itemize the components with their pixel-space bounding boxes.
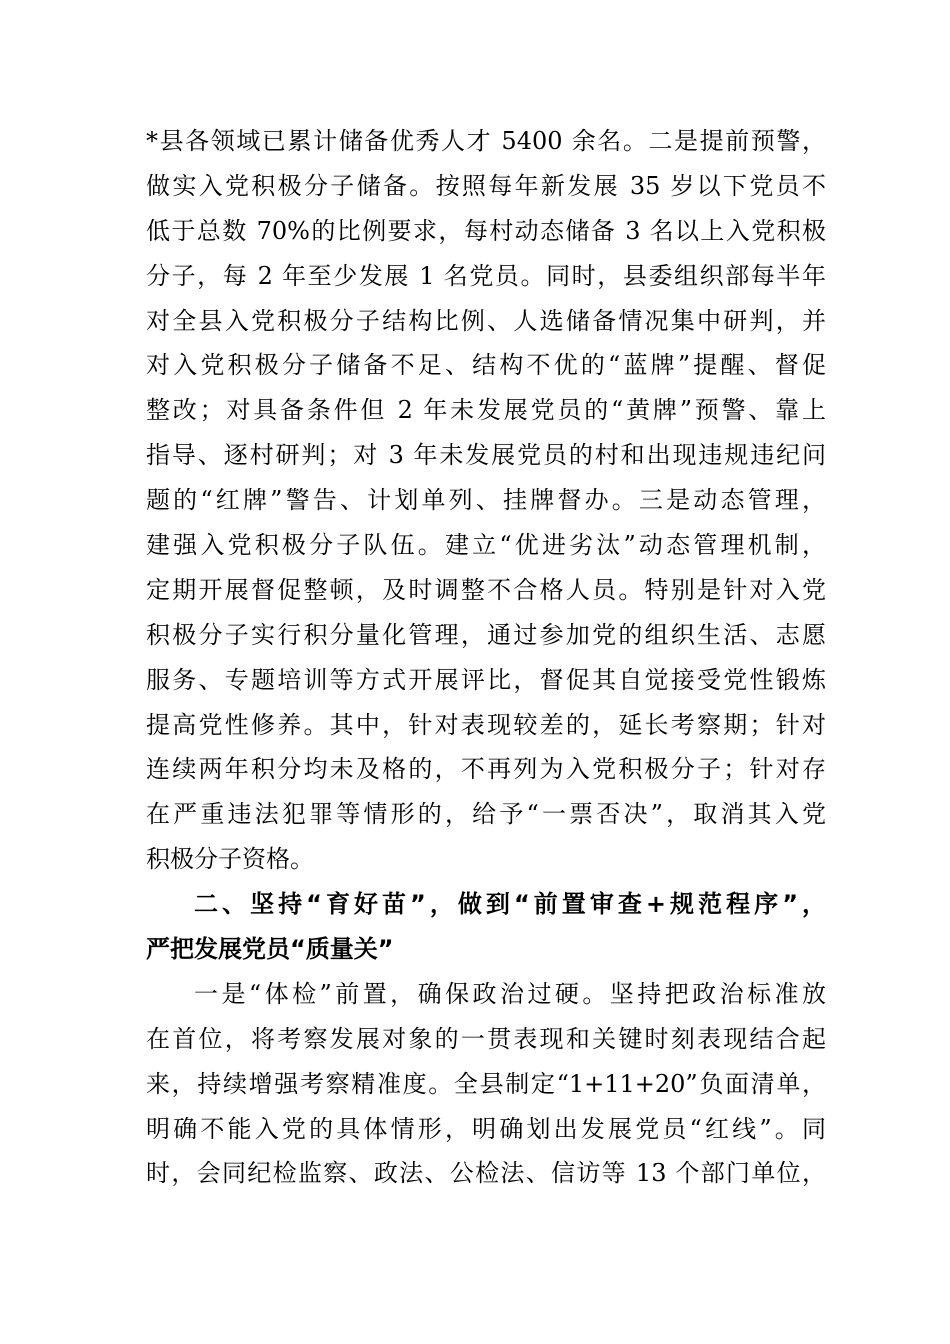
heading-line: 二、坚持“育好苗”，做到“前置审查+规范程序”，	[194, 890, 826, 919]
text-line: 整改；对具备条件但 2 年未发展党员的“黄牌”预警、靠上	[146, 396, 826, 425]
text-line: 积极分子资格。	[146, 845, 314, 874]
text-line: 连续两年积分均未及格的，不再列为入党积极分子；针对存	[146, 755, 826, 784]
text-line: 对全县入党积极分子结构比例、人选储备情况集中研判，并	[146, 306, 826, 335]
text-line: 对入党积极分子储备不足、结构不优的“蓝牌”提醒、督促	[146, 351, 826, 380]
text-line: 低于总数 70%的比例要求，每村动态储备 3 名以上入党积极	[146, 216, 826, 245]
text-line: 服务、专题培训等方式开展评比，督促其自觉接受党性锻炼	[146, 665, 826, 694]
text-line: 指导、逐村研判；对 3 年未发展党员的村和出现违规违纪问	[146, 441, 826, 470]
paragraph-2	[146, 972, 826, 1196]
section-heading	[146, 882, 826, 972]
text-line: 做实入党积极分子储备。按照每年新发展 35 岁以下党员不	[146, 171, 826, 200]
text-line: 定期开展督促整顿，及时调整不合格人员。特别是针对入党	[146, 575, 826, 604]
document-body	[146, 119, 826, 1196]
text-line: 建强入党积极分子队伍。建立“优进劣汰”动态管理机制，	[146, 531, 826, 560]
text-line: 一是“体检”前置，确保政治过硬。坚持把政治标准放	[194, 979, 826, 1008]
text-line: 在严重违法犯罪等情形的，给予“一票否决”，取消其入党	[146, 800, 826, 829]
text-line: 来，持续增强考察精准度。全县制定“1+11+20”负面清单，	[146, 1069, 826, 1098]
text-line: 时，会同纪检监察、政法、公检法、信访等 13 个部门单位，	[146, 1159, 826, 1188]
text-line: *县各领域已累计储备优秀人才 5400 余名。二是提前预警，	[146, 127, 826, 155]
text-line: 题的“红牌”警告、计划单列、挂牌督办。三是动态管理，	[146, 486, 826, 515]
heading-line: 严把发展党员“质量关”	[146, 935, 394, 964]
text-line: 明确不能入党的具体情形，明确划出发展党员“红线”。同	[146, 1114, 826, 1143]
text-line: 提高党性修养。其中，针对表现较差的，延长考察期；针对	[146, 710, 826, 739]
text-line: 分子，每 2 年至少发展 1 名党员。同时，县委组织部每半年	[146, 261, 826, 290]
text-line: 积极分子实行积分量化管理，通过参加党的组织生活、志愿	[146, 620, 826, 649]
text-line: 在首位，将考察发展对象的一贯表现和关键时刻表现结合起	[146, 1024, 826, 1053]
paragraph-1	[146, 119, 826, 882]
